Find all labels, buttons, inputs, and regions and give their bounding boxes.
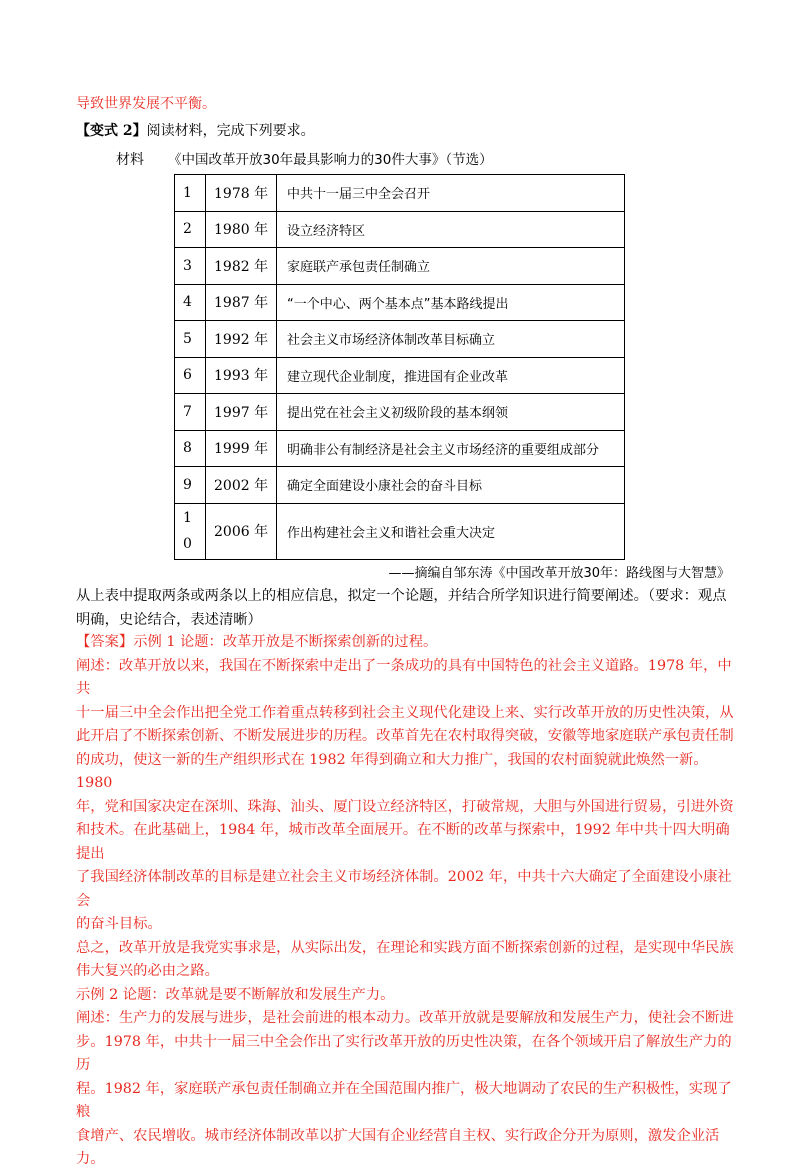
material-label: 材料 [116, 152, 144, 168]
table-row [175, 394, 625, 431]
row-year: 2006 年 [206, 503, 277, 559]
table-row [175, 321, 625, 358]
variant-instruction: 阅读材料，完成下列要求。 [146, 123, 315, 139]
answer-example-1-title [76, 631, 736, 655]
table-row [175, 357, 625, 394]
row-event: “一个中心、两个基本点”基本路线提出 [277, 284, 625, 321]
example-1-body [76, 655, 736, 937]
answer-line: 步。1978 年，中共十一届三中全会作出了实行改革开放的历史性决策，在各个领域开启了解放生产力的历 [76, 1033, 732, 1073]
row-number: 1 [175, 175, 206, 212]
top-line: 导致世界发展不平衡。 [76, 96, 216, 112]
row-year: 1999 年 [206, 430, 277, 467]
table-row [175, 211, 625, 248]
answer-line: 总之，改革开放是我党实事求是，从实际出发，在理论和实践方面不断探索创新的过程，是实现中华民族 [76, 939, 734, 956]
question-line-1: 从上表中提取两条或两条以上的相应信息，拟定一个论题，并结合所学知识进行简要阐述。（要求：观点 [76, 588, 727, 604]
variant-heading [76, 121, 315, 141]
row-year: 1997 年 [206, 394, 277, 431]
material-heading [116, 148, 493, 169]
table-row [175, 467, 625, 504]
row-number: 3 [175, 248, 206, 285]
row-number: 6 [175, 357, 206, 394]
answer-line: 阐述：改革开放以来，我国在不断探索中走出了一条成功的具有中国特色的社会主义道路。1978 年，中共 [76, 657, 732, 697]
source-citation: ——摘编自邹东涛《中国改革开放30年：路线图与大智慧》 [388, 566, 730, 581]
answer-tag: 【答案】 [76, 634, 134, 650]
row-event: 明确非公有制经济是社会主义市场经济的重要组成部分 [277, 430, 625, 467]
table-row [175, 248, 625, 285]
row-year: 1992 年 [206, 321, 277, 358]
row-event: 中共十一届三中全会召开 [277, 175, 625, 212]
question-line-2: 明确，史论结合，表述清晰） [76, 611, 262, 628]
answer-line: 的成功，使这一新的生产组织形式在 1982 年得到确立和大力推广，我国的农村面貌就此焕然一新。1980 [76, 751, 708, 791]
example-1-summary [76, 937, 736, 984]
example-2-body [76, 1007, 736, 1172]
example-1-title-text: 示例 1 论题：改革开放是不断探索创新的过程。 [133, 634, 438, 650]
answer-line: 十一届三中全会作出把全党工作着重点转移到社会主义现代化建设上来、实行改革开放的历史性决策，从 [76, 704, 734, 721]
answer-section [76, 631, 736, 1172]
row-number: 7 [175, 394, 206, 431]
table-row [175, 503, 625, 559]
row-number: 8 [175, 430, 206, 467]
answer-line: 程。1982 年，家庭联产承包责任制确立并在全国范围内推广，极大地调动了农民的生产积极性，实现了粮 [76, 1080, 732, 1120]
row-event: 建立现代企业制度，推进国有企业改革 [277, 357, 625, 394]
answer-line: 此开启了不断探索创新、不断发展进步的历程。改革首先在农村取得突破，安徽等地家庭联产承包责任制 [76, 728, 734, 744]
answer-line: 食增产、农民增收。城市经济体制改革以扩大国有企业经营自主权、实行政企分开为原则，激发企业活力。 [76, 1127, 720, 1167]
row-year: 1982 年 [206, 248, 277, 285]
answer-line: 伟大复兴的必由之路。 [76, 963, 219, 979]
row-number: 1 0 [175, 503, 206, 559]
question [76, 585, 736, 632]
row-year: 1993 年 [206, 357, 277, 394]
row-number: 9 [175, 467, 206, 504]
events-table [174, 174, 625, 560]
row-year: 1978 年 [206, 175, 277, 212]
row-year: 1987 年 [206, 284, 277, 321]
answer-line: 和技术。在此基础上，1984 年，城市改革全面展开。在不断的改革与探索中，1992 年中共十四大明确提出 [76, 822, 730, 862]
answer-example-2-title: 示例 2 论题：改革就是要不断解放和发展生产力。 [76, 986, 395, 1003]
table-row [175, 284, 625, 321]
row-event: 社会主义市场经济体制改革目标确立 [277, 321, 625, 358]
row-year: 2002 年 [206, 467, 277, 504]
row-number: 2 [175, 211, 206, 248]
row-number: 5 [175, 321, 206, 358]
answer-line: 年，党和国家决定在深圳、珠海、汕头、厦门设立经济特区，打破常规，大胆与外国进行贸易，引进外资 [76, 798, 734, 815]
material-title: 《中国改革开放30年最具影响力的30件大事》（节选） [168, 152, 493, 168]
variant-tag: 【变式 2】 [76, 123, 147, 139]
answer-line: 阐述：生产力的发展与进步，是社会前进的根本动力。改革开放就是要解放和发展生产力，使社会不断进 [76, 1010, 734, 1026]
row-event: 家庭联产承包责任制确立 [277, 248, 625, 285]
row-number: 4 [175, 284, 206, 321]
answer-line: 的奋斗目标。 [76, 916, 162, 932]
row-year: 1980 年 [206, 211, 277, 248]
row-event: 提出党在社会主义初级阶段的基本纲领 [277, 394, 625, 431]
row-event: 确定全面建设小康社会的奋斗目标 [277, 467, 625, 504]
answer-line: 了我国经济体制改革的目标是建立社会主义市场经济体制。2002 年，中共十六大确定了全面建设小康社会 [76, 869, 732, 909]
table-row [175, 430, 625, 467]
row-event: 设立经济特区 [277, 211, 625, 248]
row-event: 作出构建社会主义和谐社会重大决定 [277, 503, 625, 559]
table-row [175, 175, 625, 212]
